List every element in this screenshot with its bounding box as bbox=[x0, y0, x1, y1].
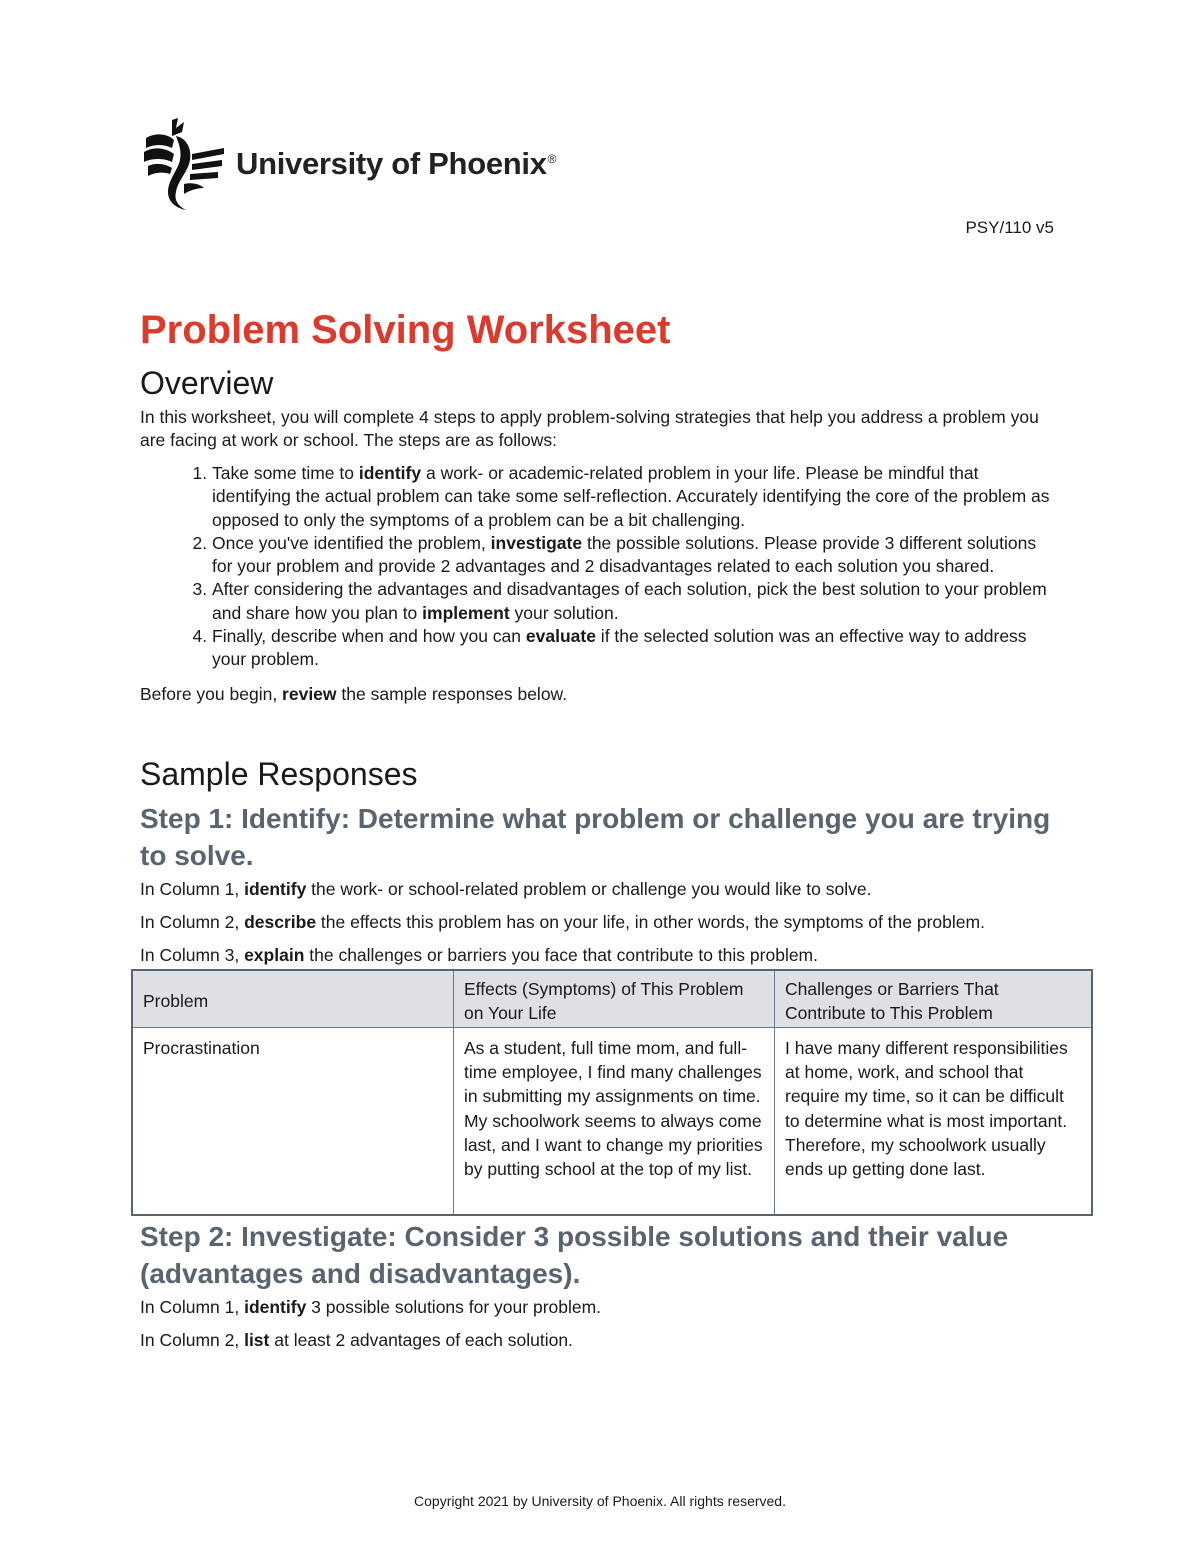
list-item: 3. After considering the advantages and disadvantages of each solution, pick the best solution to your problem and share how you plan to implement your solution. bbox=[212, 578, 1060, 625]
table-row bbox=[132, 1028, 1092, 1216]
sample-responses-heading: Sample Responses bbox=[140, 755, 418, 792]
step1-col3-instruction: In Column 3, explain the challenges or barriers you face that contribute to this problem. bbox=[140, 944, 819, 965]
table-cell-effects: As a student, full time mom, and full-time employee, I find many challenges in submitting my assignments on time. My schoolwork seems to always come last, and I want to change my priorities by putting school at the top of my list. bbox=[454, 1028, 775, 1216]
list-item: 4. Finally, describe when and how you can evaluate if the selected solution was an effective way to address your problem. bbox=[212, 625, 1060, 672]
logo-wordmark: University of Phoenix® bbox=[236, 146, 557, 181]
course-code: PSY/110 v5 bbox=[965, 218, 1054, 237]
university-logo bbox=[142, 118, 556, 210]
column-header-problem: Problem bbox=[132, 970, 454, 1028]
list-item: 2. Once you've identified the problem, investigate the possible solutions. Please provide 3 different solutions for your problem and provide 2 advantages and 2 disadvantages related to each solution you shared. bbox=[212, 532, 1060, 579]
table-header-row bbox=[132, 970, 1092, 1028]
step1-col1-instruction: In Column 1, identify the work- or school-related problem or challenge you would like to solve. bbox=[140, 878, 872, 899]
list-item: 1. Take some time to identify a work- or academic-related problem in your life. Please be mindful that identifying the actual problem can take some self-reflection. Accurately identifying the core of the problem as opposed to only the symptoms of a problem can be a bit challenging. bbox=[212, 462, 1060, 532]
step2-heading: Step 2: Investigate: Consider 3 possible solutions and their value (advantages and disadvantages). bbox=[140, 1221, 1009, 1290]
step1-table bbox=[131, 969, 1093, 1216]
step2-col2-instruction: In Column 2, list at least 2 advantages of each solution. bbox=[140, 1330, 573, 1351]
steps-list bbox=[140, 462, 1060, 672]
step2-col1-instruction: In Column 1, identify 3 possible solutions for your problem. bbox=[140, 1297, 602, 1318]
step1-heading: Step 1: Identify: Determine what problem or challenge you are trying to solve. bbox=[140, 802, 1051, 871]
overview-heading: Overview bbox=[140, 365, 274, 401]
document-body bbox=[140, 304, 1068, 1352]
column-header-challenges: Challenges or Barriers That Contribute to This Problem bbox=[775, 970, 1093, 1028]
column-header-effects: Effects (Symptoms) of This Problem on Your Life bbox=[454, 970, 775, 1028]
copyright-footer: Copyright 2021 by University of Phoenix. All rights reserved. bbox=[414, 1493, 786, 1509]
overview-intro: In this worksheet, you will complete 4 steps to apply problem-solving strategies that help you address a problem you are facing at work or school. The steps are as follows: bbox=[140, 407, 1039, 450]
review-note: Before you begin, review the sample responses below. bbox=[140, 683, 568, 704]
document-title: Problem Solving Worksheet bbox=[140, 308, 671, 352]
table-cell-challenges: I have many different responsibilities at home, work, and school that require my time, so it can be difficult to determine what is most important. Therefore, my schoolwork usually ends up getting done last. bbox=[775, 1028, 1093, 1216]
phoenix-bird-icon bbox=[142, 118, 226, 210]
table-cell-problem: Procrastination bbox=[132, 1028, 454, 1216]
registered-mark: ® bbox=[547, 151, 557, 166]
step1-col2-instruction: In Column 2, describe the effects this problem has on your life, in other words, the symptoms of the problem. bbox=[140, 911, 985, 932]
